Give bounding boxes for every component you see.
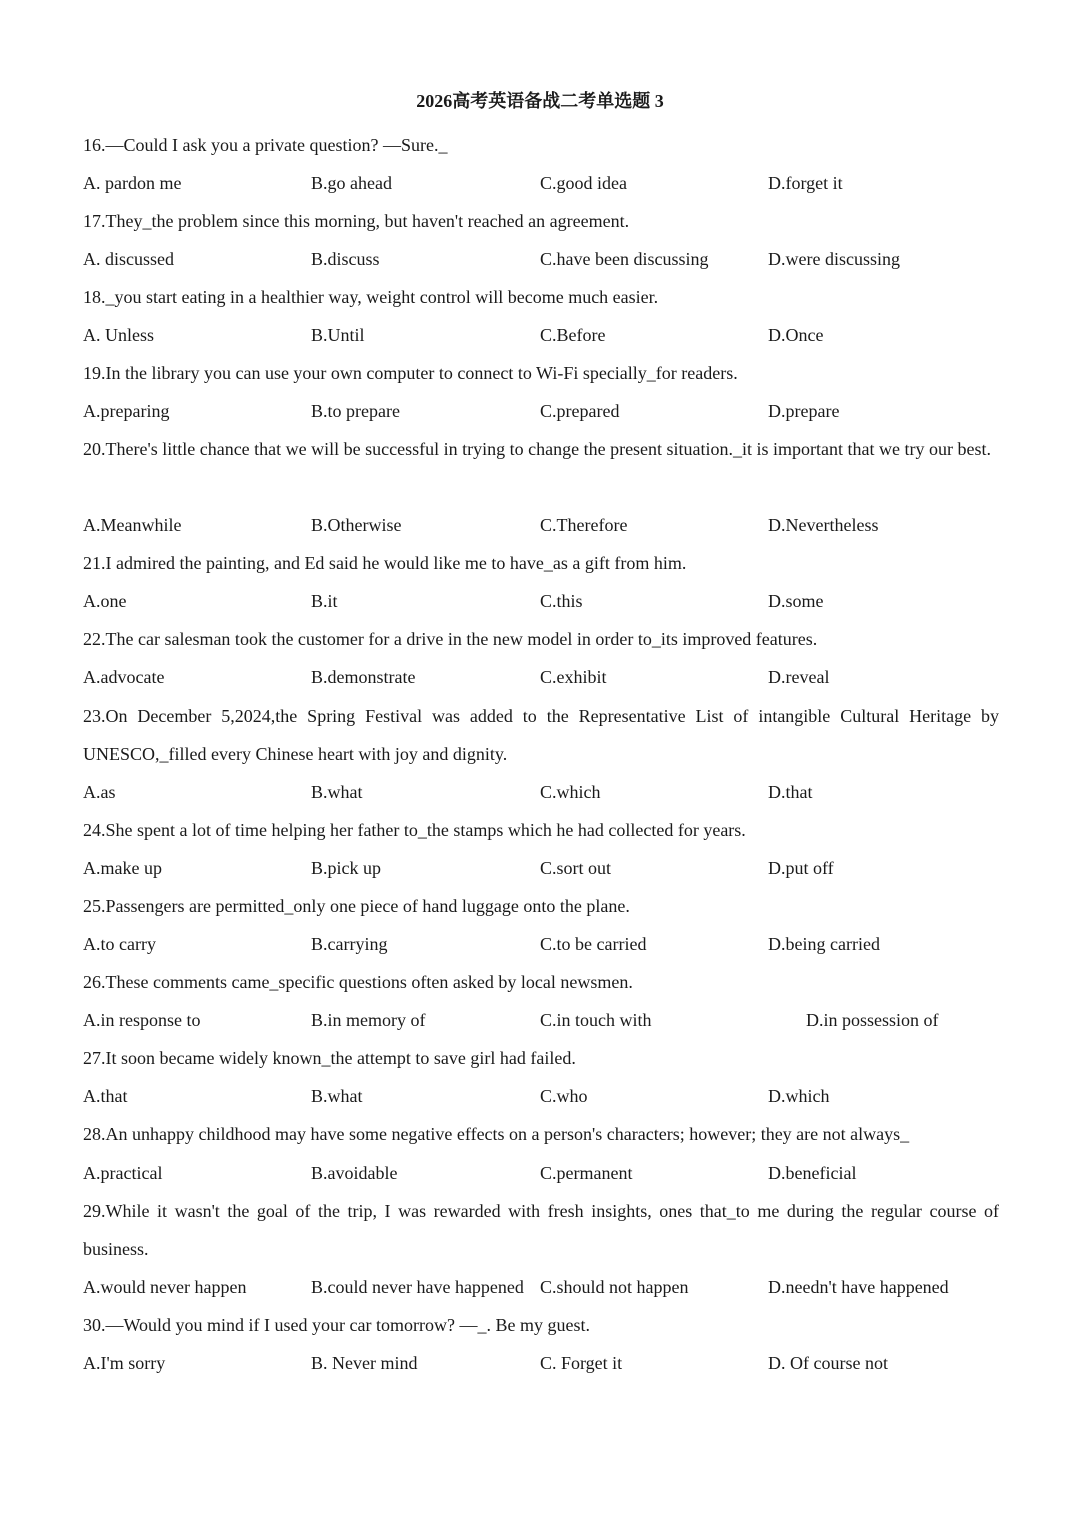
option-a: A.would never happen [83,1277,247,1297]
option-c: C.this [540,591,583,611]
option-a: A. pardon me [83,173,182,193]
question-stem: 24.She spent a lot of time helping her father to_the stamps which he had collected for years. [83,820,746,840]
option-d: D.put off [768,858,834,878]
option-a: A.as [83,782,116,802]
option-a: A.Meanwhile [83,515,182,535]
question-stem: 19.In the library you can use your own computer to connect to Wi-Fi specially_for readers. [83,363,738,383]
option-d: D.Once [768,325,824,345]
question-stem: 30.—Would you mind if I used your car tomorrow? —_. Be my guest. [83,1315,590,1335]
option-d: D.needn't have happened [768,1277,949,1297]
option-a: A. Unless [83,325,154,345]
question-stem: 20.There's little chance that we will be successful in trying to change the present situation._it is important that we try our best. [83,439,992,459]
option-b: B.what [311,1086,363,1106]
option-b: B.in memory of [311,1010,426,1030]
question-stem: 17.They_the problem since this morning, but haven't reached an agreement. [83,211,630,231]
option-c: C. Forget it [540,1353,623,1373]
question-stem: 21.I admired the painting, and Ed said he would like me to have_as a gift from him. [83,553,687,573]
option-b: B.to prepare [311,401,400,421]
option-b: B.go ahead [311,173,392,193]
option-d: D.prepare [768,401,840,421]
option-b: B.could never have happened [311,1277,524,1297]
question-stem: 25.Passengers are permitted_only one piece of hand luggage onto the plane. [83,896,630,916]
question-stem: 23.On December 5,2024,the Spring Festival was added to the Representative List of intangible Cultural Heritage by UNESCO,_filled every Chinese heart with joy and dignity. [83,706,999,764]
option-d: D.which [768,1086,830,1106]
option-b: B.demonstrate [311,667,416,687]
option-c: C.which [540,782,601,802]
option-a: A. discussed [83,249,174,269]
question-stem: 22.The car salesman took the customer for a drive in the new model in order to_its improved features. [83,629,818,649]
option-b: B.it [311,591,338,611]
option-d: D. Of course not [768,1353,888,1373]
question-stem: 28.An unhappy childhood may have some negative effects on a person's characters; however; they are not always_ [83,1124,910,1144]
option-c: C.permanent [540,1163,633,1183]
option-c: C.have been discussing [540,249,709,269]
page-title: 2026高考英语备战二考单选题 3 [416,91,664,111]
option-d: D.being carried [768,934,880,954]
option-b: B.what [311,782,363,802]
option-b: B. Never mind [311,1353,418,1373]
question-stem: 29.While it wasn't the goal of the trip, I was rewarded with fresh insights, ones that_to me during the regular course of business. [83,1201,999,1259]
option-a: A.make up [83,858,162,878]
option-a: A.to carry [83,934,156,954]
option-c: C.should not happen [540,1277,689,1297]
option-c: C.Before [540,325,606,345]
option-b: B.avoidable [311,1163,398,1183]
option-b: B.Until [311,325,365,345]
option-a: A.advocate [83,667,165,687]
option-a: A.one [83,591,127,611]
option-c: C.Therefore [540,515,628,535]
option-a: A.practical [83,1163,163,1183]
option-b: B.discuss [311,249,380,269]
option-c: C.who [540,1086,588,1106]
option-c: C.exhibit [540,667,607,687]
option-c: C.prepared [540,401,620,421]
option-d: D.Nevertheless [768,515,879,535]
option-b: B.pick up [311,858,381,878]
option-a: A.that [83,1086,128,1106]
option-c: C.sort out [540,858,612,878]
option-a: A.I'm sorry [83,1353,166,1373]
option-a: A.in response to [83,1010,201,1030]
question-stem: 26.These comments came_specific questions often asked by local newsmen. [83,972,633,992]
option-a: A.preparing [83,401,170,421]
option-c: C.good idea [540,173,627,193]
question-stem: 16.—Could I ask you a private question? —Sure._ [83,135,448,155]
option-d: D.beneficial [768,1163,857,1183]
option-d: D.were discussing [768,249,900,269]
option-b: B.Otherwise [311,515,402,535]
option-d: D.reveal [768,667,830,687]
option-d: D.some [768,591,824,611]
option-d: D.that [768,782,813,802]
question-stem: 18._you start eating in a healthier way, weight control will become much easier. [83,287,659,307]
question-stem: 27.It soon became widely known_the attempt to save girl had failed. [83,1048,576,1068]
option-c: C.in touch with [540,1010,652,1030]
option-d: D.in possession of [806,1010,939,1030]
option-d: D.forget it [768,173,843,193]
option-c: C.to be carried [540,934,647,954]
option-b: B.carrying [311,934,388,954]
